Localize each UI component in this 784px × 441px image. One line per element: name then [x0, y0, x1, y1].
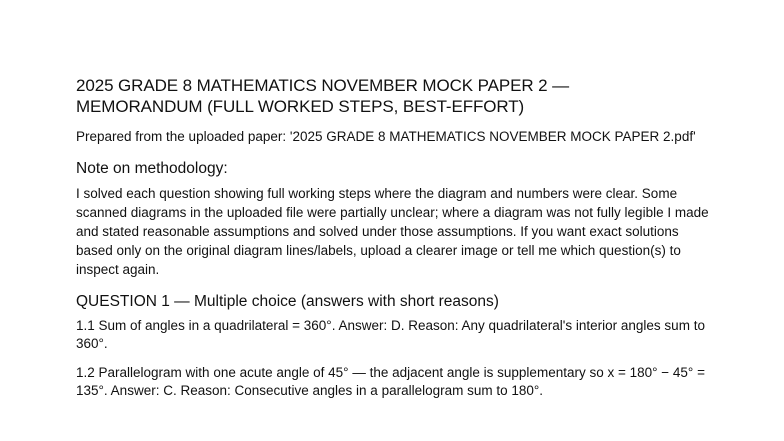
- document-title-line-1: 2025 GRADE 8 MATHEMATICS NOVEMBER MOCK PAPER 2 —: [76, 76, 570, 95]
- memorandum-content: [76, 75, 716, 411]
- answer-1-2: 1.2 Parallelogram with one acute angle of 45° — the adjacent angle is supplementary so x = 180° − 45° = 135°. Answer: C. Reason: Consecutive angles in a parallelogram sum to 180°.: [76, 365, 705, 398]
- prepared-from-note: Prepared from the uploaded paper: '2025 GRADE 8 MATHEMATICS NOVEMBER MOCK PAPER 2.pdf': [76, 129, 696, 144]
- question-1-heading: QUESTION 1 — Multiple choice (answers with short reasons): [76, 293, 499, 310]
- document-title: [76, 75, 716, 117]
- methodology-paragraph: I solved each question showing full working steps where the diagram and numbers were clear. Some scanned diagrams in the uploaded file were partially unclear; where a diagram was not fully legible I made and stated reasonable assumptions and solved under those assumptions. If you want exact solutions based only on the original diagram lines/labels, upload a clearer image or tell me which question(s) to inspect again.: [76, 186, 709, 277]
- methodology-heading: Note on methodology:: [76, 160, 228, 177]
- answer-1-1: 1.1 Sum of angles in a quadrilateral = 360°. Answer: D. Reason: Any quadrilateral's interior angles sum to 360°.: [76, 318, 705, 351]
- document-title-line-2: MEMORANDUM (FULL WORKED STEPS, BEST-EFFORT): [76, 97, 525, 116]
